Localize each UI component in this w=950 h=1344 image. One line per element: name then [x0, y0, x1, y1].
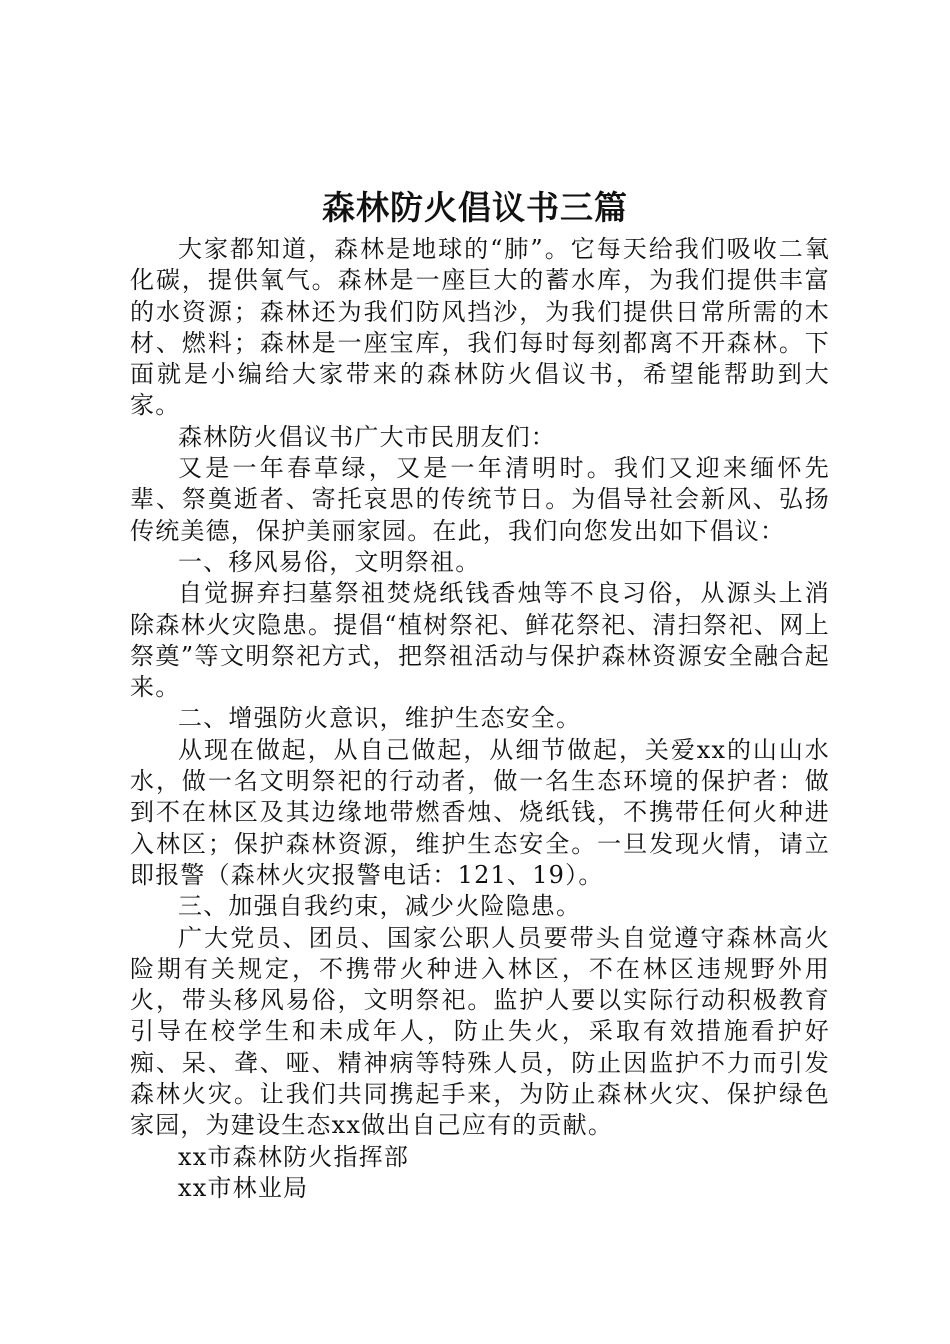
section-body-3: 广大党员、团员、国家公职人员要带头自觉遵守森林高火险期有关规定，不携带火种进入林区，不在林区违规野外用火，带头移风易俗，文明祭祀。监护人要以实际行动积极教育引导在校学生和未成年人，防止失火，采取有效措施看护好痴、呆、聋、哑、精神病等特殊人员，防止因监护不力而引发森林火灾。让我们共同携起手来，为防止森林火灾、保护绿色家园，为建设生态xx做出自己应有的贡献。 [130, 923, 830, 1140]
salutation-paragraph: 森林防火倡议书广大市民朋友们： [178, 422, 556, 451]
section-heading-2: 二、增强防火意识，维护生态安全。 [178, 704, 582, 733]
section-heading-3: 三、加强自我约束，减少火险隐患。 [178, 892, 582, 921]
intro-paragraph: 大家都知道，森林是地球的“肺”。它每天给我们吸收二氧化碳，提供氧气。森林是一座巨大的蓄水库，为我们提供丰富的水资源；森林还为我们防风挡沙，为我们提供日常所需的木材、燃料；森林是一座宝库，我们每时每刻都离不开森林。下面就是小编给大家带来的森林防火倡议书，希望能帮助到大家。 [130, 235, 830, 420]
section-heading-1: 一、移风易俗，文明祭祖。 [178, 547, 481, 576]
section-body-2: 从现在做起，从自己做起，从细节做起，关爱xx的山山水水，做一名文明祭祀的行动者，做一名生态环境的保护者：做到不在林区及其边缘地带燃香烛、烧纸钱，不携带任何火种进入林区；保护森林资源，维护生态安全。一旦发现火情，请立即报警（森林火灾报警电话：121、19）。 [130, 735, 830, 889]
signature-line-1: xx市森林防火指挥部 [178, 1142, 410, 1171]
document-body [130, 234, 830, 1204]
document-title: 森林防火倡议书三篇 [322, 188, 628, 227]
opening-paragraph: 又是一年春草绿，又是一年清明时。我们又迎来缅怀先辈、祭奠逝者、寄托哀思的传统节日。为倡导社会新风、弘扬传统美德，保护美丽家园。在此，我们向您发出如下倡议： [130, 454, 830, 545]
section-body-1: 自觉摒弃扫墓祭祖焚烧纸钱香烛等不良习俗，从源头上消除森林火灾隐患。提倡“植树祭祀、鲜花祭祀、清扫祭祀、网上祭奠”等文明祭祀方式，把祭祖活动与保护森林资源安全融合起来。 [130, 579, 830, 702]
signature-line-2: xx市林业局 [178, 1173, 309, 1202]
